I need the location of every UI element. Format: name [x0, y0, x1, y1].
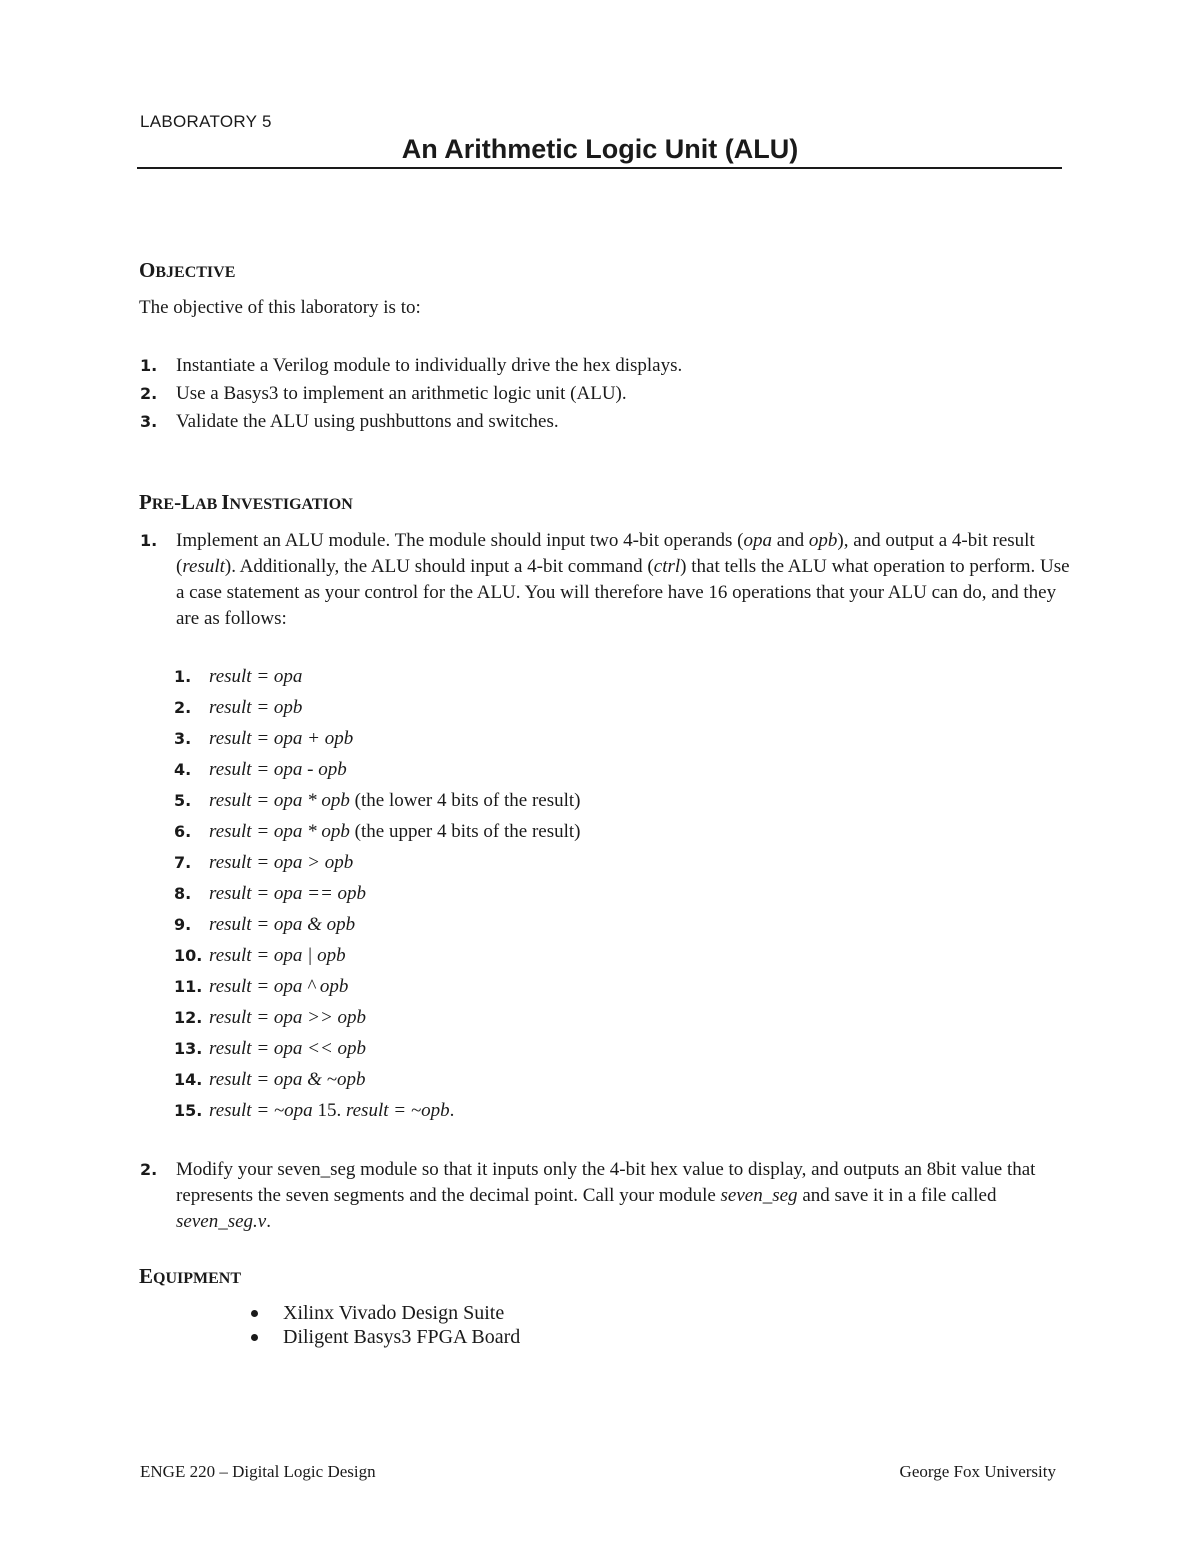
equipment-heading: [139, 1264, 241, 1289]
operation-expression: result = opb: [209, 697, 303, 718]
equipment-item: Xilinx Vivado Design Suite: [248, 1301, 520, 1325]
alu-operations-list: [174, 661, 581, 1126]
equipment-item: Diligent Basys3 FPGA Board: [248, 1325, 520, 1349]
heading-part: -L: [174, 490, 196, 514]
operation-number: 1.: [174, 667, 192, 686]
operation-number: 11.: [174, 977, 203, 996]
operation-item: [174, 661, 581, 692]
operation-item: [174, 816, 581, 847]
operation-expression: result = opa == opb: [209, 883, 367, 904]
item-number: 3.: [140, 412, 158, 431]
operation-number: 15.: [174, 1101, 203, 1120]
objective-item: [140, 380, 1070, 408]
operation-item: [174, 940, 581, 971]
operation-number: 14.: [174, 1070, 203, 1089]
operation-expression: result = opa & ~opb: [209, 1069, 366, 1090]
operation-expression: result = opa * opb: [209, 790, 350, 811]
operation-item: [174, 909, 581, 940]
operation-item: [174, 1002, 581, 1033]
title-underline: [137, 167, 1062, 169]
operation-number: 5.: [174, 791, 192, 810]
operation-number: 4.: [174, 760, 192, 779]
item-text: Instantiate a Verilog module to individually drive the hex displays.: [176, 355, 683, 376]
operation-item: [174, 723, 581, 754]
prelab-heading: [139, 490, 353, 515]
item-number: 1.: [140, 356, 158, 375]
operation-item: [174, 1095, 581, 1126]
operation-number: 2.: [174, 698, 192, 717]
operation-expression: result = opa & opb: [209, 914, 356, 935]
operation-item: [174, 971, 581, 1002]
operation-item: [174, 692, 581, 723]
operation-expression: result = ~opa: [209, 1100, 313, 1121]
operation-item: [174, 1033, 581, 1064]
bullet-icon: [251, 1310, 258, 1317]
prelab-list: [140, 528, 1070, 632]
heading-rest: QUIPMENT: [153, 1270, 242, 1287]
objective-intro: The objective of this laboratory is to:: [139, 297, 421, 318]
operation-expression: result = opa + opb: [209, 728, 354, 749]
operation-expression: result = opa >> opb: [209, 1007, 367, 1028]
heading-part: AB: [195, 496, 222, 513]
heading-part: I: [221, 490, 230, 514]
operation-number: 9.: [174, 915, 192, 934]
equipment-list: [248, 1301, 520, 1349]
operation-expression: result = opa | opb: [209, 945, 346, 966]
operation-item: [174, 847, 581, 878]
operation-item: [174, 754, 581, 785]
operation-expression: result = opa << opb: [209, 1038, 367, 1059]
operation-expression: result = opa: [209, 666, 303, 687]
bullet-icon: [251, 1334, 258, 1341]
heading-initial: O: [139, 258, 156, 282]
operation-note: 15.: [312, 1100, 346, 1121]
item-number: 2.: [140, 1160, 158, 1179]
objective-item: [140, 352, 1070, 380]
item-number: 1.: [140, 531, 158, 550]
prelab-item-2: [140, 1157, 1070, 1235]
lab-number-label: LABORATORY 5: [140, 112, 272, 131]
footer-course: ENGE 220 – Digital Logic Design: [140, 1462, 376, 1481]
item-text: Validate the ALU using pushbuttons and switches.: [176, 411, 559, 432]
footer-institution: George Fox University: [899, 1462, 1056, 1481]
heading-part: NVESTIGATION: [229, 496, 353, 513]
heading-initial: E: [139, 1264, 154, 1288]
operation-number: 7.: [174, 853, 192, 872]
prelab-item-1: [140, 528, 1070, 632]
operation-item: [174, 785, 581, 816]
operation-number: 3.: [174, 729, 192, 748]
operation-tail: .: [449, 1100, 455, 1121]
operation-expression: result = opa > opb: [209, 852, 354, 873]
operation-number: 8.: [174, 884, 192, 903]
document-title: An Arithmetic Logic Unit (ALU): [401, 134, 799, 164]
operation-item: [174, 878, 581, 909]
prelab-list-continued: [140, 1157, 1070, 1235]
operation-number: 10.: [174, 946, 203, 965]
operation-number: 12.: [174, 1008, 203, 1027]
item-text: Use a Basys3 to implement an arithmetic logic unit (ALU).: [176, 383, 627, 404]
objective-heading: [139, 258, 235, 283]
item-number: 2.: [140, 384, 158, 403]
heading-part: RE: [151, 496, 175, 513]
item-text: Implement an ALU module. The module should input two 4-bit operands (opa and opb), and output a 4-bit result (result). Additionally, the ALU should input a 4-bit command (ctrl) that tells the ALU what operation to perform. Use a case statement as your control for the ALU. You will therefore have 16 operations that your ALU can do, and they are as follows:: [176, 530, 1070, 629]
heading-rest: BJECTIVE: [155, 264, 236, 281]
heading-initial: P: [139, 490, 152, 514]
objective-item: [140, 408, 1070, 436]
objective-list: [140, 352, 1070, 436]
operation-note: (the lower 4 bits of the result): [349, 790, 581, 811]
operation-expression: result = opa * opb: [209, 821, 350, 842]
operation-expression: result = opa ^ opb: [209, 976, 349, 997]
item-text: Modify your seven_seg module so that it inputs only the 4-bit hex value to display, and outputs an 8bit value that represents the seven segments and the decimal point. Call your module seven_seg and save it in a file called seven_seg.v.: [176, 1159, 1036, 1232]
operation-expression: result = opa - opb: [209, 759, 347, 780]
operation-number: 13.: [174, 1039, 203, 1058]
operation-expression: result = ~opb: [345, 1100, 450, 1121]
operation-number: 6.: [174, 822, 192, 841]
operation-item: [174, 1064, 581, 1095]
operation-note: (the upper 4 bits of the result): [349, 821, 581, 842]
